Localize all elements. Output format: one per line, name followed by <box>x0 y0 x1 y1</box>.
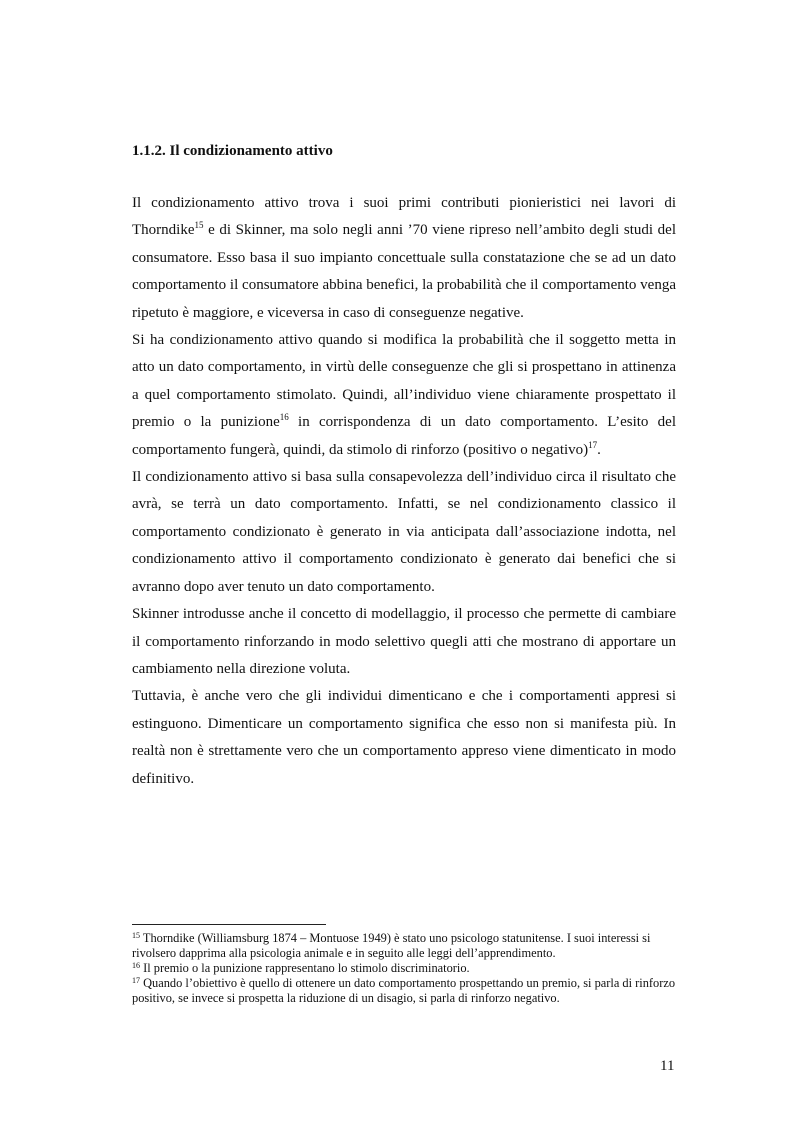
footnote-number: 15 <box>132 931 140 940</box>
footnote-17 <box>132 976 680 1006</box>
footnote-text: Thorndike (Williamsburg 1874 – Montuose 1949) è stato uno psicologo statunitense. I suoi interessi si rivolsero dapprima alla psicologia animale e in seguito alle leggi dell’apprendimento. <box>132 931 651 960</box>
paragraph-text: Si ha condizionamento attivo quando si modifica la probabilità che il soggetto metta in atto un dato comportamento, in virtù delle conseguenze che gli si prospettano in attinenza a quel comportamento stimolato. Quindi, all’individuo viene chiaramente prospettato il premio o la punizione <box>132 332 676 431</box>
paragraph-5: Tuttavia, è anche vero che gli individui dimenticano e che i comportamenti appresi si estinguono. Dimenticare un comportamento significa che esso non si manifesta più. In realtà non è strettamente vero che un comportamento appreso viene dimenticato in modo definitivo. <box>132 688 676 787</box>
page-number: 11 <box>660 1058 675 1074</box>
paragraph-text: Il condizionamento attivo trova i suoi primi contributi pionieristici nei lavori di Thorndike <box>132 195 676 239</box>
section-heading: 1.1.2. Il condizionamento attivo <box>132 143 333 159</box>
footnote-text: Quando l’obiettivo è quello di ottenere un dato comportamento prospettando un premio, si parla di rinforzo positivo, se invece si prospetta la riduzione di un disagio, si parla di rinforzo negativo. <box>132 976 676 1005</box>
footnotes <box>132 931 680 1006</box>
paragraph-3: Il condizionamento attivo si basa sulla consapevolezza dell’individuo circa il risultato che avrà, se terrà un dato comportamento. Infatti, se nel condizionamento classico il comportamento condizionato è generato in via anticipata dall’associazione indotta, nel condizionamento attivo il comportamento condizionato è generato dai benefici che si avranno dopo aver tenuto un dato comportamento. <box>132 469 676 595</box>
paragraph-text: . <box>597 441 601 458</box>
body-text <box>132 190 676 793</box>
footnote-ref-16[interactable]: 16 <box>279 412 289 423</box>
paragraph-1 <box>132 190 676 327</box>
paragraph-text: e di Skinner, ma solo negli anni ’70 viene ripreso nell’ambito degli studi del consumatore. Esso basa il suo impianto concettuale sulla constatazione che se ad un dato comportamento il consumatore abbina benefici, la probabilità che il comportamento venga ripetuto è maggiore, e viceversa in caso di conseguenze negative. <box>132 222 676 321</box>
paragraph-text: in corrispondenza di un dato comportamento. L’esito del comportamento fungerà, quindi, da stimolo di rinforzo (positivo o negativo) <box>132 414 676 458</box>
footnote-15 <box>132 931 680 961</box>
footnote-text: Il premio o la punizione rappresentano lo stimolo discriminatorio. <box>140 961 470 975</box>
footnote-divider <box>132 924 326 925</box>
paragraph-4: Skinner introdusse anche il concetto di modellaggio, il processo che permette di cambiare il comportamento rinforzando in modo selettivo quegli atti che mostrano di apportare un cambiamento nella direzione voluta. <box>132 606 676 677</box>
footnote-number: 17 <box>132 976 140 985</box>
footnote-16 <box>132 961 680 976</box>
footnote-ref-17[interactable]: 17 <box>588 439 598 450</box>
paragraph-2 <box>132 327 676 464</box>
footnote-ref-15[interactable]: 15 <box>194 220 204 231</box>
footnote-number: 16 <box>132 961 140 970</box>
